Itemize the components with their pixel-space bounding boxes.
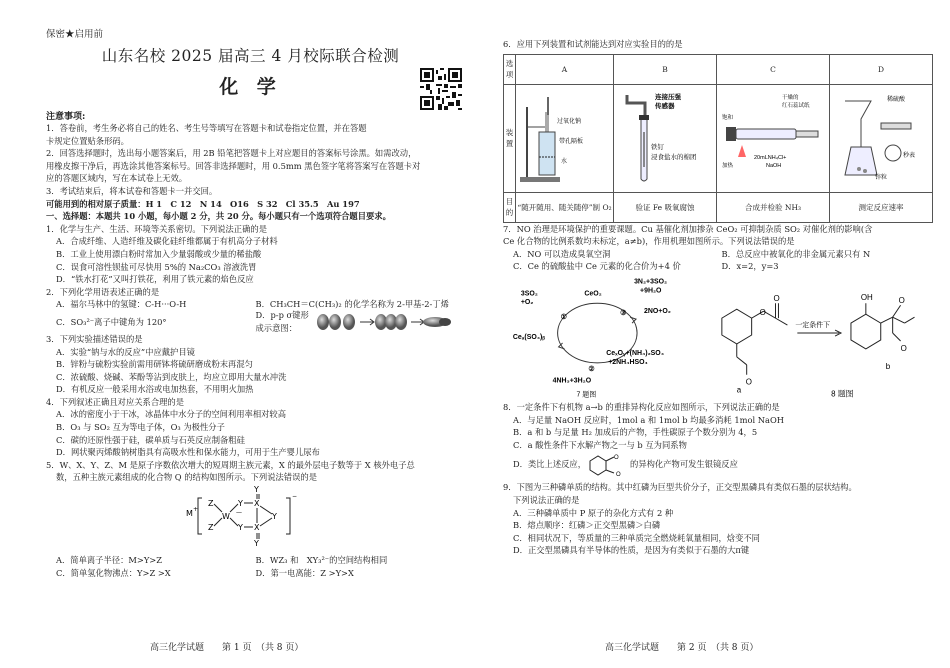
q1-option-a[interactable]: A．合成纤维、人造纤维及碳化硅纤维都属于有机高分子材料 (56, 236, 278, 247)
label-condition: 一定条件下 (794, 322, 830, 330)
q8-option-a[interactable]: A．与足量 NaOH 反应时，1mol a 和 1mol b 均最多消耗 1mol NaOH (513, 414, 785, 425)
q1-option-d[interactable]: D．“铁水打花”又叫打铁花，利用了铁元素的焰色反应 (56, 274, 254, 285)
label-dry: 干燥的 (782, 95, 799, 102)
section-heading: 一、选择题：本题共 10 小题，每小题 2 分，共 20 分。每小题只有一个选项符合题目要求。 (46, 211, 391, 222)
exam-title: 山东名校 2025 届高三 4 月校际联合检测 (101, 47, 400, 65)
label-saturated: 饱和 (722, 115, 734, 122)
secret-label: 保密★启用前 (46, 29, 104, 40)
step-3: ③ (620, 310, 627, 318)
svg-text:Z: Z (208, 523, 214, 533)
apparatus-a[interactable] (516, 84, 614, 192)
svg-text:W: W (222, 512, 230, 522)
label-a: a (736, 385, 741, 395)
figures-row (503, 273, 930, 401)
question-4 (46, 396, 455, 459)
row-label-goal: 目的 (504, 192, 516, 222)
compound-q-structure (186, 484, 346, 554)
q8-option-d-cont: 的异构化产物可发生银镜反应 (630, 459, 738, 470)
page-right (475, 0, 950, 668)
q7-option-b[interactable]: B．总反应中被氧化的非金属元素只有 N (721, 248, 871, 259)
question-2 (46, 286, 455, 333)
svg-text:−: − (292, 493, 298, 501)
q4-option-c[interactable]: C．碳的还原性强于硅，碳单质与石英反应制备粗硅 (56, 434, 245, 445)
label-porous-plate: 带孔隔板 (559, 139, 584, 146)
row-label-option: 选项 (504, 54, 516, 84)
label-cexoy: CeₓOᵧ+(NH₄)₂SO₄ (606, 349, 665, 357)
label-3so2: 3SO₂ (520, 290, 538, 298)
svg-text:Y: Y (238, 523, 243, 533)
analog-molecule-icon (586, 451, 630, 477)
q2-option-b[interactable]: B．CH₃CH＝C(CH₃)₂ 的化学名称为 2-甲基-2-丁烯 (255, 299, 449, 310)
svg-text:O: O (773, 294, 780, 304)
q3-option-d[interactable]: D．有机反应一般采用水浴或电加热套，不用明火加热 (56, 384, 254, 395)
svg-text:OH: OH (860, 293, 873, 303)
q8-option-c[interactable]: C．a 酸性条件下水解产物之一与 b 互为同系物 (513, 439, 687, 450)
q5-option-d[interactable]: D．第一电离能：Z >Y>X (255, 567, 354, 578)
q9-option-b[interactable]: B．熔点顺序：红磷＞正交型黑磷＞白磷 (513, 520, 661, 531)
q9-stem-cont: 下列说法正确的是 (513, 494, 580, 505)
step-1: ① (560, 314, 567, 322)
q7-option-d[interactable]: D．x=2，y=3 (721, 261, 779, 272)
apparatus-b[interactable] (614, 84, 717, 192)
q8-option-b[interactable]: B．a 和 b 与足量 H₂ 加成后的产物，手性碳原子个数分别为 4，5 (513, 427, 758, 438)
footer-left: 高三化学试题 第 1 页 （共 8 页） (150, 643, 304, 653)
notice-list (46, 122, 455, 223)
q1-option-c[interactable]: C．误食可溶性钡盐可尽快用 5%的 Na₂CO₃ 溶液洗胃 (56, 261, 257, 272)
svg-text:O: O (614, 455, 619, 462)
label-sodium-peroxide: 过氧化钠 (557, 119, 582, 126)
question-5 (46, 459, 455, 579)
q7-stem-cont: Ce 化合物的比例系数均未标定，a≠b)，作用机理如图所示。下列说法错误的是 (503, 236, 795, 247)
label-naoh: NaOH (766, 163, 782, 170)
label-zinc: 锌粒 (875, 175, 888, 182)
goal-a: “随开随用、随关随停”制 O₂ (516, 192, 614, 222)
q7-option-c[interactable]: C．Ce 的硫酸盐中 Ce 元素的化合价为+4 价 (513, 261, 681, 272)
svg-text:—: — (236, 509, 242, 517)
label-nh4hso4: +2NH₄HSO₄ (608, 358, 648, 366)
q5-option-b[interactable]: B．WZ₃ 和 XY₃²⁻的空间结构相同 (255, 555, 388, 566)
q9-option-d[interactable]: D．正交型黑磷具有半导体的性质，是因为有类似于石墨的大π键 (513, 545, 750, 556)
q9-option-a[interactable]: A．三种磷单质中 P 原子的杂化方式有 2 种 (513, 507, 674, 518)
q5-option-a[interactable]: A．简单离子半径：M>Y>Z (56, 555, 163, 566)
q9-stem: 9．下图为三种磷单质的结构。其中红磷为巨型共价分子，正交型黑磷具有类似石墨的层状结构。 (503, 482, 857, 493)
q9-option-c[interactable]: C．相同状况下，等质量的三种单质完全燃烧耗氧量相同，焓变不同 (513, 532, 760, 543)
subject-title: 化 学 (219, 76, 282, 98)
label-stopwatch: 秒表 (903, 153, 916, 160)
qr-code-icon (420, 68, 462, 110)
footer-right: 高三化学试题 第 2 页 （共 8 页） (605, 643, 759, 653)
q6-apparatus-table (503, 54, 933, 223)
notice-item: 卡规定位置贴条形码。 (46, 135, 129, 146)
col-header-b: B (614, 54, 717, 84)
q7-stem: 7．NO 治理是环境保护的重要课题。Cu 基催化剂加掺杂 CeO₂ 可抑制杂质 SO₂ 对催化剂的影响(含 (503, 223, 873, 234)
notice-item: 应的答题区域内，写在本试卷上无效。 (46, 173, 188, 184)
label-water: 水 (561, 159, 568, 166)
q2-option-a[interactable]: A．福尔马林中的氢键：C-H···O-H (56, 299, 187, 310)
question-1 (46, 223, 455, 286)
atomic-masses: 可能用到的相对原子质量：H 1 C 12 N 14 O16 S 32 Cl 35.5 Au 197 (46, 198, 360, 209)
svg-text:O: O (616, 472, 621, 478)
question-7 (503, 223, 930, 273)
label-pressure-1: 连接压强 (655, 94, 681, 102)
q8-stem: 8．一定条件下有机物 a→b 的重排异构化反应如图所示，下列说法正确的是 (503, 401, 780, 412)
goal-d: 测定反应速率 (830, 192, 933, 222)
q3-option-a[interactable]: A．实验“钠与水的反应”中应戴护目镜 (56, 346, 195, 357)
svg-text:X: X (254, 499, 260, 509)
svg-text:Y: Y (238, 499, 243, 509)
p-orbital-overlap-icon (315, 312, 455, 332)
label-ce-sulfate: Ceₐ(SO₄)ᵦ (512, 333, 546, 341)
svg-text:Y: Y (254, 485, 259, 495)
svg-text:O: O (900, 343, 907, 353)
row-label-device: 装置 (504, 84, 516, 192)
rearrangement-diagram (702, 273, 930, 401)
notice-item: 用橡皮擦干净后，再选涂其他答案标号。回答非选择题时，用 0.5mm 黑色签字笔将答案写在答题卡对 (46, 160, 421, 171)
notice-item: 3．考试结束后，将本试卷和答题卡一并交回。 (46, 185, 218, 196)
step-2: ② (588, 365, 595, 373)
col-header-a: A (516, 54, 614, 84)
col-header-d: D (830, 54, 933, 84)
col-header-c: C (717, 54, 830, 84)
q3-option-c[interactable]: C．浓硫酸、烧碱、苯酚等沾到皮肤上，均应立即用大量水冲洗 (56, 371, 287, 382)
svg-text:Z: Z (208, 499, 214, 509)
notice-heading: 注意事项: (46, 112, 86, 122)
fig8-caption: 8 题图 (830, 389, 854, 399)
q5-stem: 5．W、X、Y、Z、M 是原子序数依次增大的短周期主族元素，X 的最外层电子数等于 X 核外电子总 (46, 459, 415, 470)
label-nh3: 4NH₃+3H₂O (552, 377, 592, 385)
question-3 (46, 333, 455, 396)
apparatus-c[interactable] (717, 84, 830, 192)
label-heat: 加热 (722, 163, 734, 170)
label-h2o: +9H₂O (640, 287, 662, 295)
label-n2-products: 3N₂+3SO₂ (634, 278, 668, 286)
label-cotton: 浸食盐水的棉团 (651, 154, 697, 162)
q4-option-b[interactable]: B．O₃ 与 SO₂ 互为等电子体，O₃ 为极性分子 (56, 422, 225, 433)
q3-stem: 3．下列实验描述错误的是 (46, 333, 143, 344)
q2-option-c[interactable]: C．SO₃²⁻离子中键角为 120° (56, 316, 167, 327)
svg-text:O: O (898, 296, 905, 306)
svg-text:X: X (254, 523, 260, 533)
notice-item: 2．回答选择题时，选出每小题答案后，用 2B 铅笔把答题卡上对应题目的答案标号涂黑。如需改动， (46, 148, 417, 159)
q6-stem: 6．应用下列装置和试剂能达到对应实验目的的是 (503, 39, 683, 49)
q2-option-d[interactable]: D．p-p σ键形成示意图： (255, 310, 309, 333)
goal-c: 合成并检验 NH₃ (717, 192, 830, 222)
svg-text:M: M (186, 509, 193, 519)
q3-option-b[interactable]: B．锌粉与硫粉实验前需用研钵将硫研磨成粉末再混匀 (56, 359, 253, 370)
notice-item: 1．答卷前，考生务必将自己的姓名、考生号等填写在答题卡和试卷指定位置，并在答题 (46, 123, 367, 133)
label-b: b (885, 361, 890, 371)
svg-text:O: O (759, 308, 766, 318)
goal-b: 验证 Fe 吸氧腐蚀 (614, 192, 717, 222)
label-nh4cl: 20mLNH₄Cl+ (754, 155, 787, 162)
apparatus-d[interactable] (830, 84, 933, 192)
question-8 (503, 401, 930, 477)
ceo2-cycle-diagram (503, 273, 702, 401)
svg-text:O: O (745, 377, 752, 387)
svg-text:Y: Y (254, 539, 259, 549)
label-dilute-sulfuric: 稀硫酸 (887, 97, 906, 104)
question-9 (503, 481, 930, 557)
q1-option-b[interactable]: B．工业上使用漂白粉时常加入少量弱酸或少量的稀盐酸 (56, 248, 262, 259)
q4-option-d[interactable]: D．网状聚丙烯酸钠树脂具有高吸水性和保水能力，可用于生产婴儿尿布 (56, 447, 320, 458)
label-pressure-2: 传感器 (655, 103, 675, 111)
q2-stem: 2．下列化学用语表述正确的是 (46, 286, 160, 297)
label-ceo2: CeO₂ (584, 290, 602, 298)
svg-text:+: + (193, 506, 199, 514)
q4-stem: 4．下列叙述正确且对应关系合理的是 (46, 396, 185, 407)
q7-option-a[interactable]: A．NO 可以造成臭氧空洞 (513, 248, 611, 259)
label-iron-nail: 铁钉 (651, 144, 664, 152)
svg-text:Y: Y (272, 512, 277, 522)
label-no-o2: 2NO+O₂ (644, 308, 671, 316)
q1-stem: 1．化学与生产、生活、环境等关系密切。下列说法正确的是 (46, 223, 267, 234)
q8-option-d[interactable]: D．类比上述反应， (513, 459, 587, 470)
fig7-caption: 7 题图 (576, 391, 597, 399)
q4-option-a[interactable]: A．冰的密度小于干冰，冰晶体中水分子的空间利用率相对较高 (56, 409, 287, 420)
q5-stem-cont: 数，五种主族元素组成的化合物 Q 的结构如图所示。下列说法错误的是 (56, 472, 317, 483)
label-litmus: 红石蕊试纸 (782, 103, 810, 110)
label-o2: +O₂ (520, 299, 534, 307)
q5-option-c[interactable]: C．简单氢化物沸点：Y>Z >X (56, 567, 171, 578)
